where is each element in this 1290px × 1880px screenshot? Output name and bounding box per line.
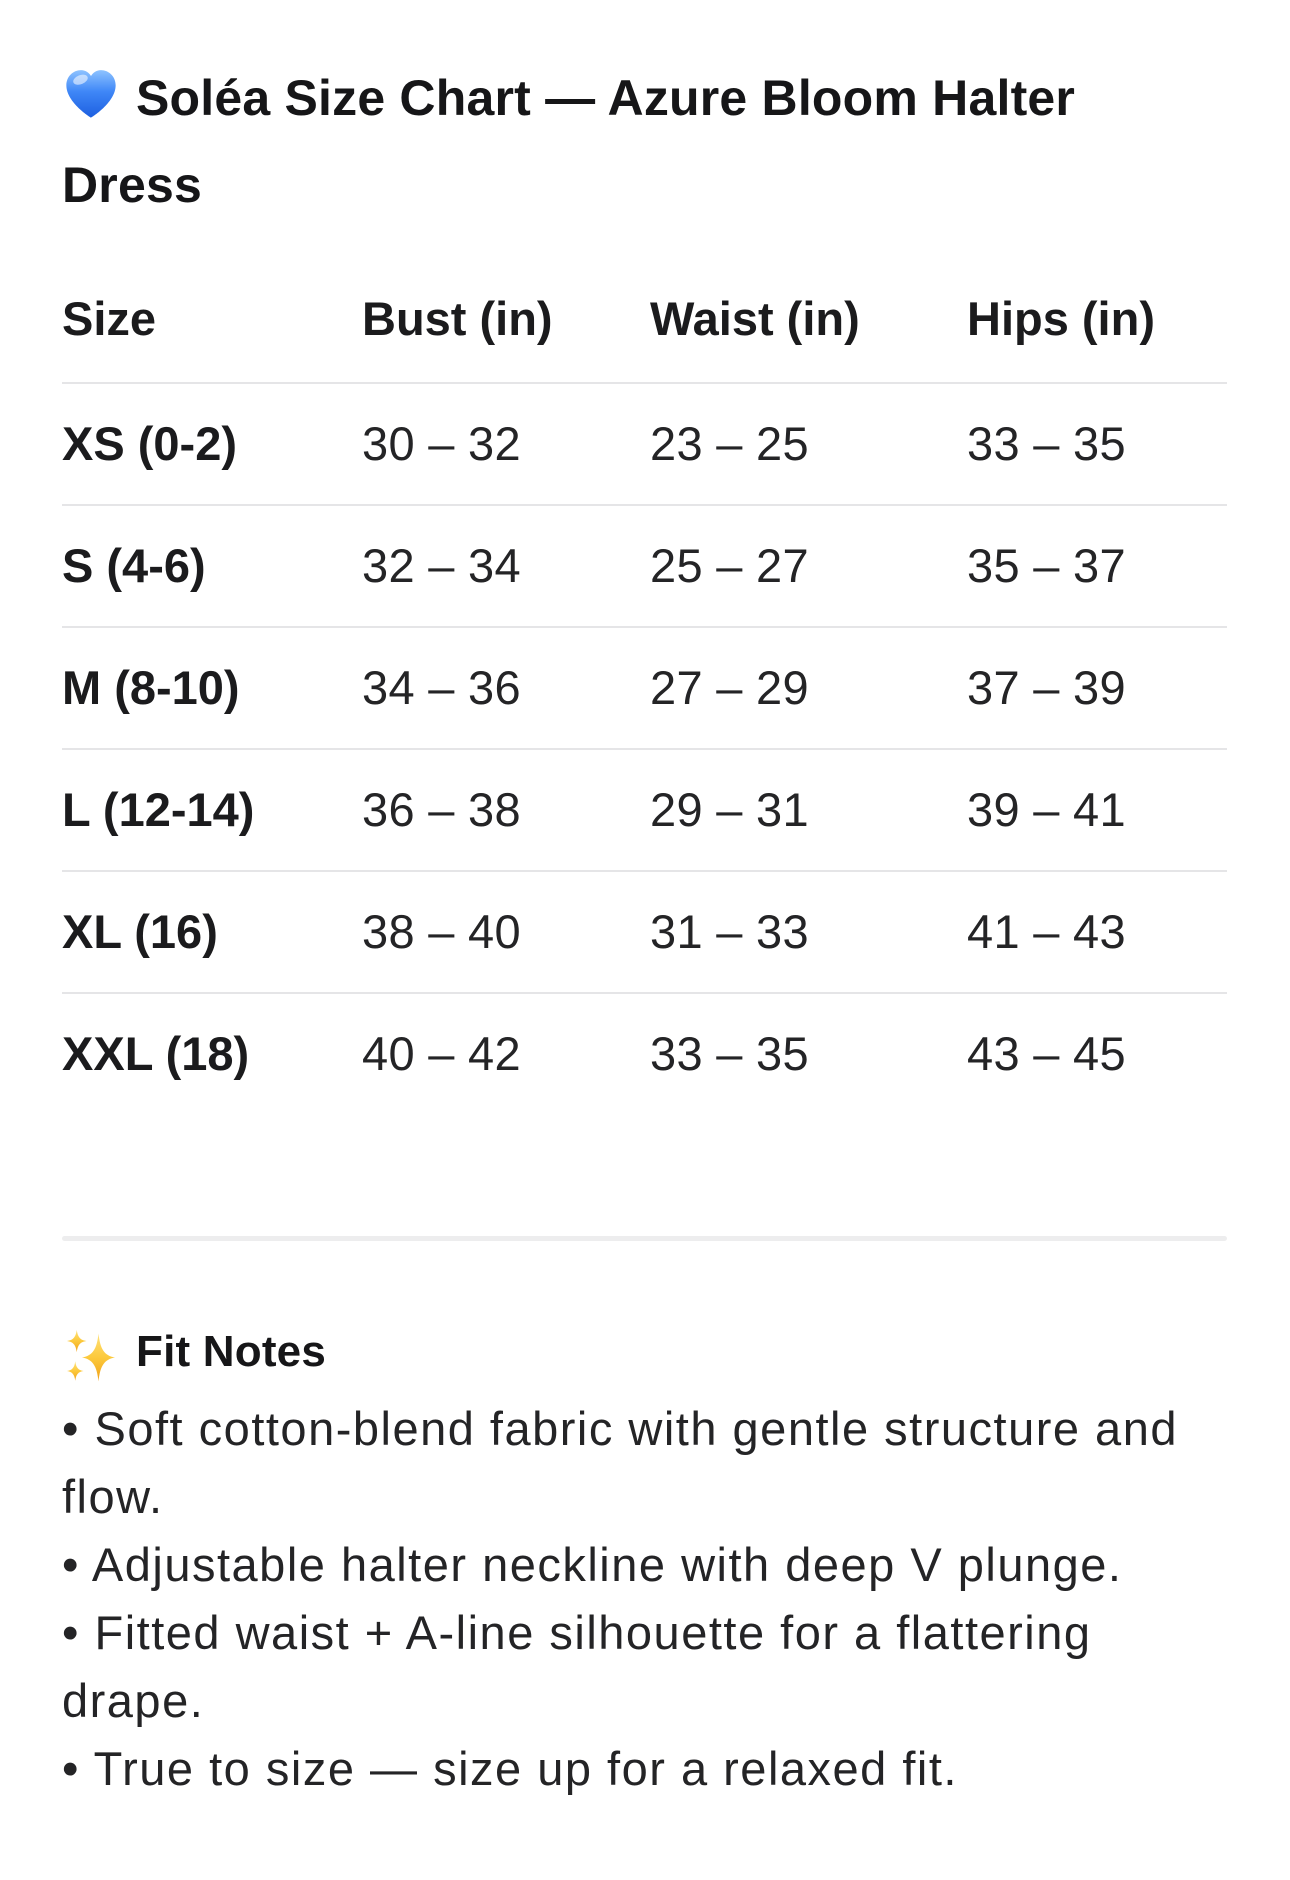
- cell-size: XS (0-2): [62, 417, 237, 470]
- cell-hips: 41 – 43: [967, 905, 1126, 958]
- cell-waist: 33 – 35: [650, 1027, 809, 1080]
- cell-size: S (4-6): [62, 539, 206, 592]
- cell-waist: 29 – 31: [650, 783, 809, 836]
- fit-notes-heading-text: Fit Notes: [136, 1327, 327, 1376]
- cell-size: XL (16): [62, 905, 218, 958]
- fit-notes-list: [62, 1395, 1227, 1803]
- table-header-row: [62, 225, 1227, 384]
- cell-waist: 27 – 29: [650, 661, 809, 714]
- fit-note-item: • Soft cotton-blend fabric with gentle structure and flow.: [62, 1402, 1178, 1523]
- cell-bust: 40 – 42: [362, 1027, 521, 1080]
- cell-waist: 31 – 33: [650, 905, 809, 958]
- cell-hips: 37 – 39: [967, 661, 1126, 714]
- cell-hips: 35 – 37: [967, 539, 1126, 592]
- sparkles-icon: [62, 1329, 120, 1388]
- table-row: [62, 994, 1227, 1114]
- cell-bust: 34 – 36: [362, 661, 521, 714]
- table-row: [62, 506, 1227, 628]
- fit-notes-heading: [62, 1323, 1227, 1388]
- fit-note-item: • Adjustable halter neckline with deep V plunge.: [62, 1538, 1123, 1591]
- cell-size: M (8-10): [62, 661, 240, 714]
- page-title-text: Soléa Size Chart — Azure Bloom Halter Dress: [62, 70, 1076, 213]
- cell-waist: 23 – 25: [650, 417, 809, 470]
- table-row: [62, 628, 1227, 750]
- table-row: [62, 750, 1227, 872]
- cell-bust: 32 – 34: [362, 539, 521, 592]
- cell-waist: 25 – 27: [650, 539, 809, 592]
- column-header-bust: Bust (in): [362, 292, 553, 345]
- blue-heart-icon: [62, 65, 120, 145]
- cell-hips: 39 – 41: [967, 783, 1126, 836]
- cell-bust: 38 – 40: [362, 905, 521, 958]
- cell-size: XXL (18): [62, 1027, 250, 1080]
- fit-note-item: • True to size — size up for a relaxed fit.: [62, 1742, 958, 1795]
- table-row: [62, 384, 1227, 506]
- cell-size: L (12-14): [62, 783, 255, 836]
- column-header-size: Size: [62, 292, 157, 345]
- cell-bust: 30 – 32: [362, 417, 521, 470]
- cell-bust: 36 – 38: [362, 783, 521, 836]
- cell-hips: 43 – 45: [967, 1027, 1126, 1080]
- section-divider: [62, 1236, 1227, 1241]
- size-chart-table: [62, 225, 1227, 1114]
- column-header-hips: Hips (in): [967, 292, 1155, 345]
- table-row: [62, 872, 1227, 994]
- column-header-waist: Waist (in): [650, 292, 860, 345]
- cell-hips: 33 – 35: [967, 417, 1126, 470]
- fit-note-item: • Fitted waist + A-line silhouette for a flattering drape.: [62, 1606, 1092, 1727]
- page-title: [62, 58, 1227, 225]
